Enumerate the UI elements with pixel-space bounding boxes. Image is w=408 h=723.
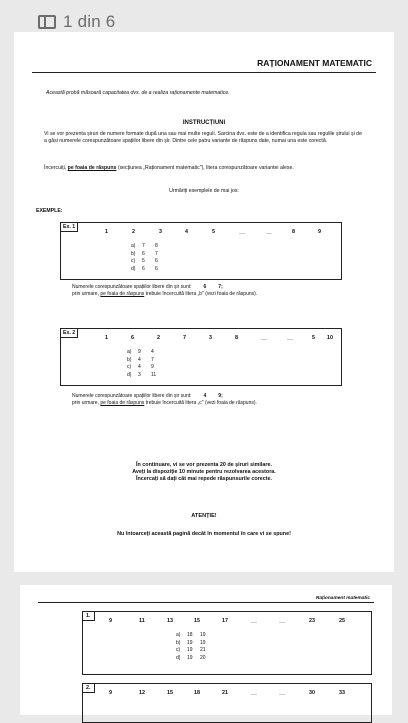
option-row: a) 18 19	[176, 632, 206, 638]
instructions-heading: INSTRUCȚIUNI	[182, 120, 226, 126]
seq-item: 15	[194, 618, 200, 624]
seq-item: 3	[159, 229, 162, 235]
option-row: b) 4 7	[127, 356, 154, 363]
seq-blank: __	[251, 618, 257, 624]
example-2-sequence	[61, 335, 341, 343]
option-row: d) 19 20	[176, 654, 206, 661]
seq-blank: __	[251, 690, 257, 696]
seq-item: 8	[292, 229, 295, 235]
seq-item: 17	[222, 618, 228, 624]
seq-item: 21	[222, 690, 228, 696]
seq-blank: __	[261, 335, 267, 341]
seq-item: 8	[235, 335, 238, 341]
option-row: b) 6 7	[131, 250, 158, 257]
option-row: d) 3 11	[127, 371, 157, 378]
seq-item: 15	[167, 690, 173, 696]
example-2-tag: Ex. 2	[60, 328, 78, 338]
seq-item: 5	[312, 335, 315, 341]
attention-heading: ATENȚIE!	[191, 513, 217, 519]
example-2-options	[127, 349, 156, 379]
example-1-tag: Ex. 1	[60, 222, 78, 232]
seq-item: 1	[105, 335, 108, 341]
seq-item: 13	[167, 618, 173, 624]
seq-blank: __	[279, 618, 285, 624]
continuation-line-3: Încercați să dați cât mai repede răspunsurile corecte.	[135, 476, 273, 482]
title-divider	[32, 72, 376, 73]
option-row: a) 9 4	[127, 349, 154, 355]
page-2-divider	[38, 602, 374, 603]
seq-item: 9	[109, 690, 112, 696]
example-1-box	[60, 222, 342, 280]
item-1-sequence	[83, 618, 371, 626]
seq-item: 30	[309, 690, 315, 696]
document-page-2	[20, 585, 392, 715]
item-2-number: 2.	[82, 683, 95, 693]
seq-item: 11	[139, 618, 145, 624]
instructions-paragraph-1: Vi se vor prezenta șiruri de numere formate după una sau mai multe reguli. Sarcina dvs. este de a identifica regula sau regulile șirului și de a găsi numerele corespunzătoare spațiilor libere din șir. Dintre cele patru variante de răspuns date, numai una este corectă.	[44, 131, 362, 144]
instr-text-a: Încercuiți	[44, 165, 65, 171]
doc-subtitle: Această probă măsoară capacitatea dvs. de a realiza raționamente matematice.	[46, 90, 230, 96]
doc-title: RAȚIONAMENT MATEMATIC	[257, 58, 372, 68]
page-count-label: 1 din 6	[63, 12, 116, 31]
example-2-explanation: Numerele corespunzătoare spațiilor libere din șir sunt: 4 9; prin urmare, pe foaia de răspuns trebuie încercuită litera „c" (vezi foaia de răspuns).	[72, 393, 257, 406]
item-1-box	[82, 611, 372, 675]
example-1-options	[131, 243, 158, 273]
seq-item: 5	[212, 229, 215, 235]
follow-examples: Urmăriți exemplele de mai jos:	[169, 188, 239, 194]
example-1-sequence	[61, 229, 341, 237]
seq-item: 9	[318, 229, 321, 235]
instr-text-c: (secțiunea „Raționament matematic"), litera corespunzătoare variantei alese.	[117, 165, 294, 171]
seq-item: 4	[185, 229, 188, 235]
seq-item: 9	[109, 618, 112, 624]
example-1-explanation: Numerele corespunzătoare spațiilor libere din șir sunt: 6 7; prin urmare, pe foaia de răspuns trebuie încercuită litera „b" (vezi foaia de răspuns).	[72, 284, 258, 297]
instr-answer-sheet: pe foaia de răspuns	[67, 165, 117, 171]
seq-item: 6	[131, 335, 134, 341]
item-1-number: 1.	[82, 611, 95, 621]
seq-blank: __	[239, 229, 245, 235]
option-row: b) 19 19	[176, 639, 206, 646]
seq-blank: __	[287, 335, 293, 341]
option-row: c) 5 6	[131, 258, 158, 265]
option-row: c) 4 9	[127, 364, 154, 371]
item-2-sequence	[83, 690, 371, 698]
examples-label: EXEMPLE:	[36, 208, 63, 214]
seq-item: 23	[309, 618, 315, 624]
example-2-box	[60, 328, 342, 386]
seq-item: 7	[183, 335, 186, 341]
seq-item: 12	[139, 690, 145, 696]
page-indicator[interactable]	[38, 12, 115, 32]
seq-item: 3	[209, 335, 212, 341]
item-1-options	[176, 632, 206, 662]
seq-blank: __	[279, 690, 285, 696]
seq-item: 2	[132, 229, 135, 235]
seq-item: 18	[194, 690, 200, 696]
continuation-notice	[14, 462, 394, 483]
seq-item: 1	[105, 229, 108, 235]
instructions-paragraph-2: Încercuiți, pe foaia de răspuns (secțiunea „Raționament matematic"), litera corespunzătoare variantei alese.	[44, 165, 294, 171]
continuation-line-2: Aveți la dispoziție 10 minute pentru rezolvarea acestora.	[132, 469, 276, 475]
page-2-header: Raționament matematic	[315, 596, 370, 601]
seq-item: 25	[339, 618, 345, 624]
option-row: d) 6 6	[131, 265, 158, 272]
seq-blank: __	[266, 229, 272, 235]
seq-item: 33	[339, 690, 345, 696]
final-warning: Nu întoarceți această pagină decât în momentul în care vi se spune!	[117, 531, 291, 537]
seq-item: 2	[157, 335, 160, 341]
page-view-icon[interactable]	[38, 15, 56, 29]
continuation-line-1: În continuare, vi se vor prezenta 20 de șiruri similare.	[135, 462, 273, 468]
item-2-box	[82, 683, 372, 723]
document-page-1	[14, 32, 394, 572]
option-row: c) 19 21	[176, 647, 206, 654]
seq-item: 10	[327, 335, 333, 341]
option-row: a) 7 8	[131, 243, 158, 249]
